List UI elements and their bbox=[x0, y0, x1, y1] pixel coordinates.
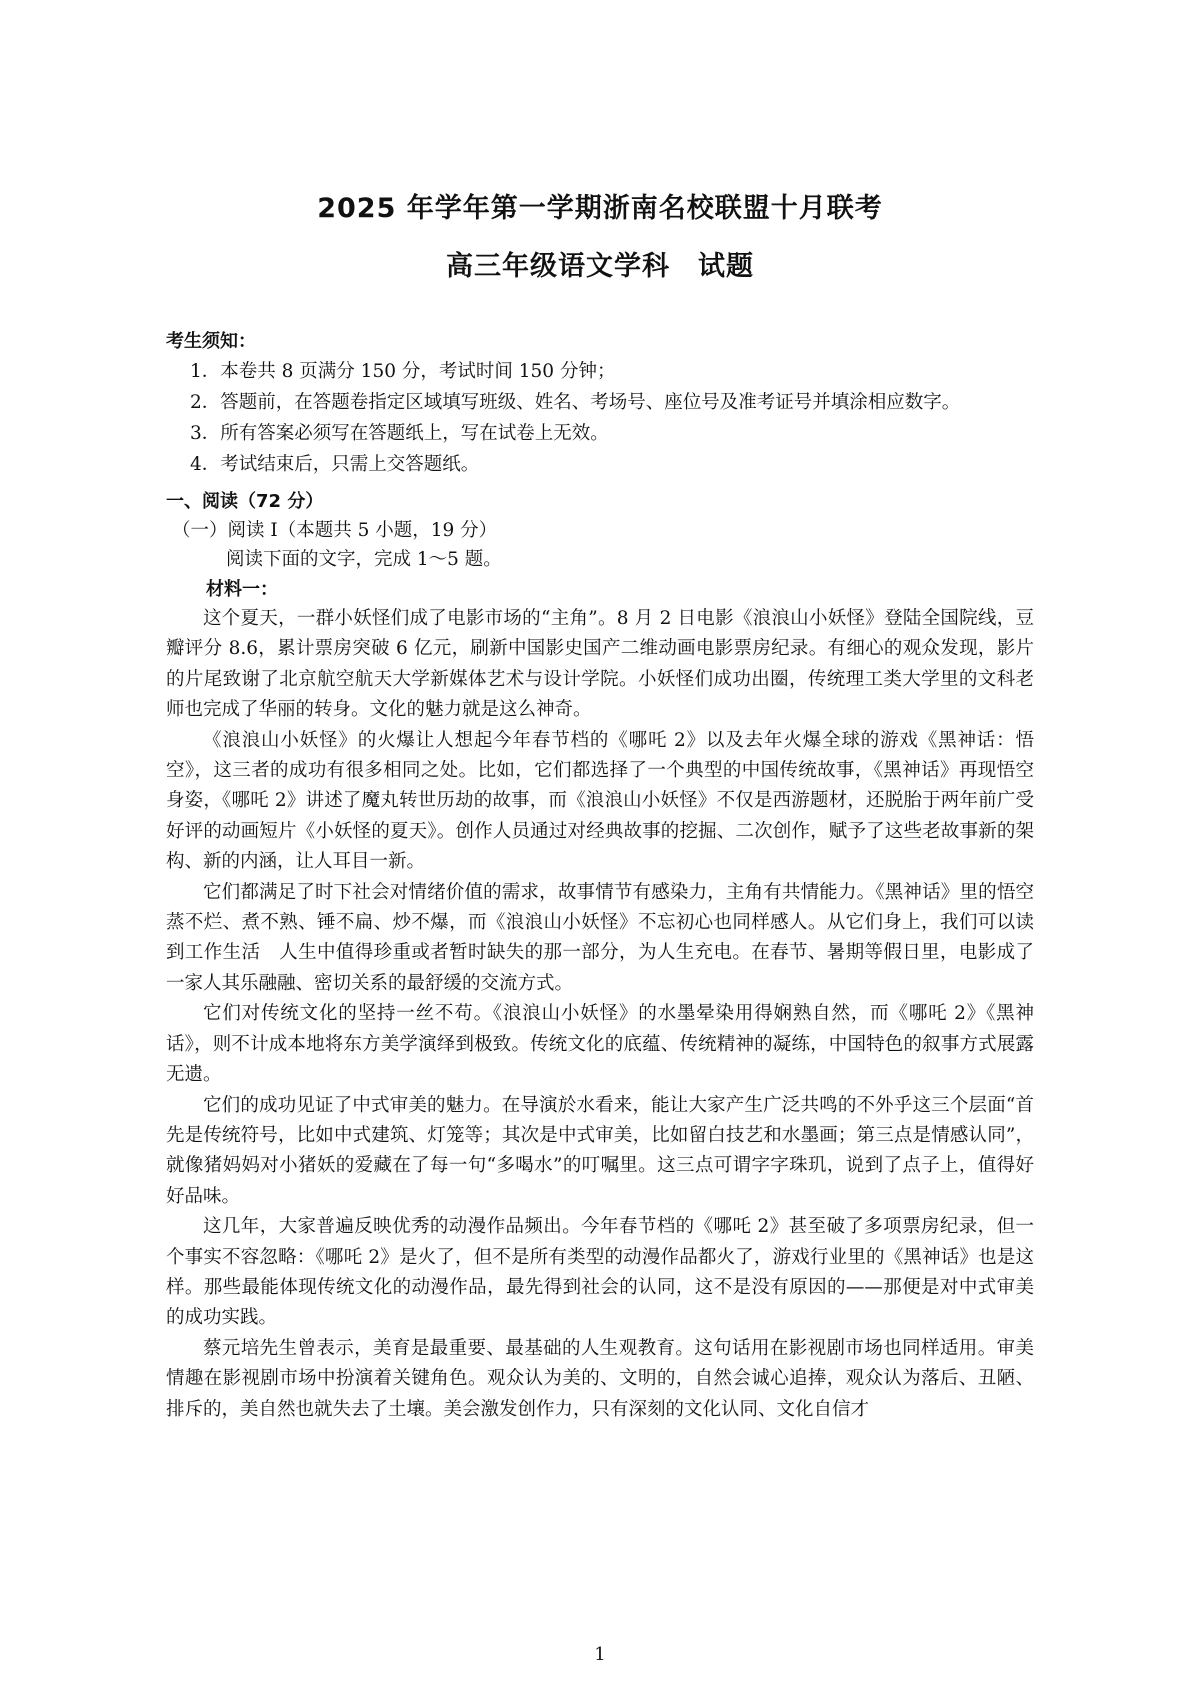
page-number: 1 bbox=[594, 1644, 606, 1665]
material-label: 材料一： bbox=[206, 579, 278, 600]
article-body bbox=[166, 604, 1034, 1425]
article-paragraph: 它们都满足了时下社会对情绪价值的需求，故事情节有感染力，主角有共情能力。《黑神话》里的悟空蒸不烂、煮不熟、锤不扁、炒不爆，而《浪浪山小妖怪》不忘初心也同样感人。从它们身上，我们可以读到工作生活 人生中值得珍重或者暂时缺失的那一部分，为人生充电。在春节、暑期等假日里，电影成了一家人其乐融融、密切关系的最舒缓的交流方式。 bbox=[166, 881, 1034, 994]
article-paragraph: 这个夏天，一群小妖怪们成了电影市场的“主角”。8 月 2 日电影《浪浪山小妖怪》登陆全国院线，豆瓣评分 8.6，累计票房突破 6 亿元，刷新中国影史国产二维动画电影票房纪录。有细心的观众发现，影片的片尾致谢了北京航空航天大学新媒体艺术与设计学院。小妖怪们成功出圈，传统理工类大学里的文科老师也完成了华丽的转身。文化的魅力就是这么神奇。 bbox=[166, 608, 1034, 721]
notice-heading: 考生须知： bbox=[166, 331, 256, 352]
reading-instruction: 阅读下面的文字，完成 1～5 题。 bbox=[226, 549, 502, 570]
notice-item: 2．答题前，在答题卷指定区域填写班级、姓名、考场号、座位号及准考证号并填涂相应数字。 bbox=[190, 392, 961, 413]
subsection-heading: （一）阅读 Ⅰ（本题共 5 小题，19 分） bbox=[172, 520, 498, 541]
article-paragraph: 蔡元培先生曾表示，美育是最重要、最基础的人生观教育。这句话用在影视剧市场也同样适用。审美情趣在影视剧市场中扮演着关键角色。观众认为美的、文明的，自然会诚心追捧，观众认为落后、丑陋、排斥的，美自然也就失去了土壤。美会激发创作力，只有深刻的文化认同、文化自信才 bbox=[166, 1337, 1034, 1420]
article-paragraph: 这几年，大家普遍反映优秀的动漫作品频出。今年春节档的《哪吒 2》甚至破了多项票房纪录，但一个事实不容忽略：《哪吒 2》是火了，但不是所有类型的动漫作品都火了，游戏行业里的《黑神话》也是这样。那些最能体现传统文化的动漫作品，最先得到社会的认同，这不是没有原因的——那便是对中式审美的成功实践。 bbox=[166, 1216, 1034, 1329]
notice-item: 4．考试结束后，只需上交答题纸。 bbox=[190, 454, 480, 475]
notice-list bbox=[190, 356, 960, 480]
article-paragraph: 它们对传统文化的坚持一丝不苟。《浪浪山小妖怪》的水墨晕染用得娴熟自然，而《哪吒 2》《黑神话》，则不计成本地将东方美学演绎到极致。传统文化的底蕴、传统精神的凝练，中国特色的叙事方式展露无遗。 bbox=[166, 1003, 1034, 1086]
article-paragraph: 它们的成功见证了中式审美的魅力。在导演於水看来，能让大家产生广泛共鸣的不外乎这三个层面“首先是传统符号，比如中式建筑、灯笼等；其次是中式审美，比如留白技艺和水墨画；第三点是情感认同”，就像猪妈妈对小猪妖的爱藏在了每一句“多喝水”的叮嘱里。这三点可谓字字珠玑，说到了点子上，值得好好品味。 bbox=[166, 1094, 1034, 1207]
exam-title: 2025 年学年第一学期浙南名校联盟十月联考 bbox=[317, 193, 883, 224]
notice-item: 3．所有答案必须写在答题纸上，写在试卷上无效。 bbox=[190, 423, 609, 444]
article-paragraph: 《浪浪山小妖怪》的火爆让人想起今年春节档的《哪吒 2》以及去年火爆全球的游戏《黑神话：悟空》，这三者的成功有很多相同之处。比如，它们都选择了一个典型的中国传统故事，《黑神话》再现悟空身姿，《哪吒 2》讲述了魔丸转世历劫的故事，而《浪浪山小妖怪》不仅是西游题材，还脱胎于两年前广受好评的动画短片《小妖怪的夏天》。创作人员通过对经典故事的挖掘、二次创作，赋予了这些老故事新的架构、新的内涵，让人耳目一新。 bbox=[166, 729, 1034, 873]
notice-item: 1．本卷共 8 页满分 150 分，考试时间 150 分钟； bbox=[190, 361, 616, 382]
exam-subtitle: 高三年级语文学科 试题 bbox=[446, 251, 754, 282]
section-heading: 一、阅读（72 分） bbox=[166, 491, 324, 512]
